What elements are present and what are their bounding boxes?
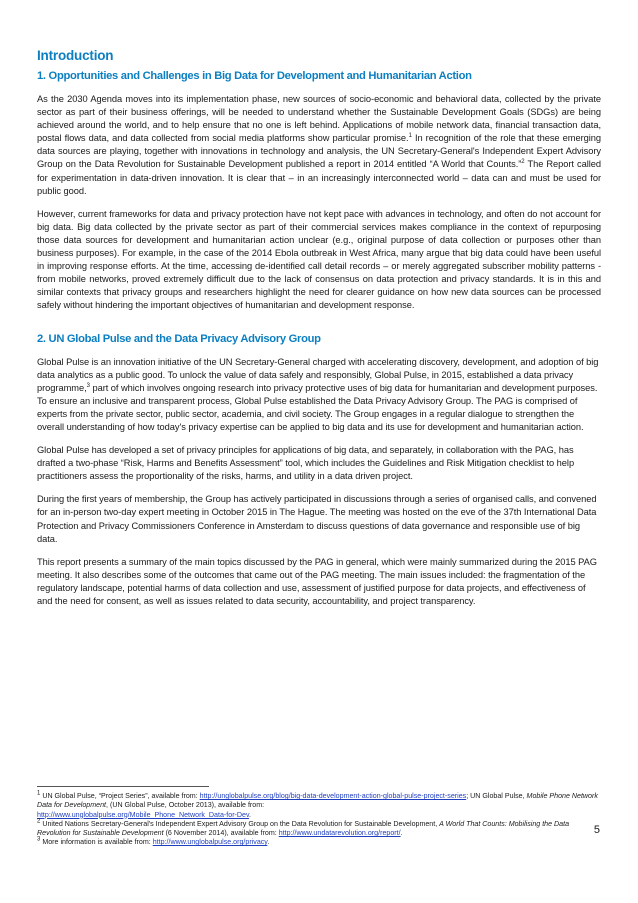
- page-number: 5: [593, 824, 600, 836]
- heading-introduction: Introduction: [37, 48, 114, 63]
- footnotes: [37, 792, 601, 848]
- footnote-ref-1[interactable]: 1: [408, 133, 412, 140]
- section-2-paragraph-4: This report presents a summary of the main topics discussed by the PAG in general, which were mainly summarized during the 2015 PAG meeting. It also describes some of the outcomes that came out of the PAG meeting. The main issues included: the fragmentation of the regulatory landscape, potential harms of data collection and use, assessment of justified purpose for data projects, and effectiveness of and the need for consent, as well as issues related to data security, accountability, and project transparency.: [37, 556, 597, 606]
- section-2-paragraph-3: During the first years of membership, the Group has actively participated in discussions through a series of organised calls, and convened for an in-person two-day expert meeting in October 2015 in The Hague. The meeting was hosted on the eve of the 37th International Data Protection and Privacy Commissioners Conference in Amsterdam to discuss questions of data governance and responsible use of big data.: [37, 494, 597, 544]
- section-1-title: 1. Opportunities and Challenges in Big Data for Development and Humanitarian Action: [37, 70, 472, 82]
- footnote-ref-3[interactable]: 3: [86, 382, 90, 389]
- footnote-1: $^1$ UN Global Pulse, “Project Series”, available from: http://unglobalpulse.org/blog/big-data-development-action-global-pulse-project-series; UN Global Pulse, Mobile Phone Network Data for Development, (UN Global Pulse, October 2013), available from: http://www.unglobalpulse.org/Mobile_Phone_Network_Data-for-Dev.: [37, 790, 598, 819]
- footnote-2-link-report[interactable]: http://www.undatarevolution.org/report/: [278, 829, 401, 838]
- footnote-2: $^2$ United Nations Secretary-General's Independent Expert Advisory Group on the Data Revolution for Sustainable Development, A World That Counts: Mobilising the Data Revolution for Sustainable Development (6 November 2014), available from: http://www.undatarevolution.org/report/.: [37, 818, 570, 838]
- section-1-paragraph-2: However, current frameworks for data and privacy protection have not kept pace with advances in technology, and often do not account for big data. Big data collected by the private sector as part of their commercial services makes compliance in the context of repurposing those data sources for development and humanitarian action unclear (e.g., original purpose of data collection or purposes other than business purposes). For example, in the case of the 2014 Ebola outbreak in West Africa, many argue that big data could have been useful in improving response efforts. At the time, accessing de-identified call detail records – or merely aggregated subscriber mobility patterns - from mobile networks, proved extremely difficult due to the lack of consensus on data protection and privacy standards. It is in this and similar contexts that privacy groups and researchers highlight the need for clearer guidance on how new data sources can be processed safely without hindering the important objectives of humanitarian and development response.: [37, 208, 601, 311]
- page-body: [37, 48, 601, 618]
- footnote-1-link-mobile-phone[interactable]: http://www.unglobalpulse.org/Mobile_Phone_Network_Data-for-Dev: [37, 810, 250, 819]
- section-2-title: 2. UN Global Pulse and the Data Privacy Advisory Group: [37, 332, 321, 345]
- footnote-3: $^3$ More information is available from: http://www.unglobalpulse.org/privacy.: [37, 837, 270, 847]
- footnote-3-link-privacy[interactable]: http://www.unglobalpulse.org/privacy: [152, 838, 268, 847]
- footnote-ref-2[interactable]: 2: [521, 159, 525, 166]
- section-2-paragraph-2: Global Pulse has developed a set of privacy principles for applications of big data, and separately, in collaboration with the PAG, has drafted a two-phase “Risk, Harms and Benefits Assessment” tool, which includes the Guidelines and Risk Mitigation checklist to help practitioners assess the proportionality of the risks, harms, and utility in a data driven project.: [37, 445, 575, 482]
- footnote-1-link-project-series[interactable]: http://unglobalpulse.org/blog/big-data-development-action-global-pulse-project-series: [199, 792, 467, 800]
- section-1-paragraph-1: As the 2030 Agenda moves into its implementation phase, new sources of socio-economic and behavioral data, collected by the private sector as part of their business offerings, will be needed to understand whether the Sustainable Development Goals (SDGs) are being achieved around the world, and to help ensure that no one is left behind. Applications of mobile network data, financial transaction data, postal flows data, and data collected from social media platforms show particular promise.$^1$ In recognition of the role that these emerging data sources are playing, together with innovations in technology and analysis, the UN Secretary-General's Independent Expert Advisory Group on the Data Revolution for Sustainable Development published a report in 2014 entitled “A World that Counts.”$^2$ The Report called for experimentation in data-driven innovation. It is clear that – in an increasingly interconnected world – data can and must be used for public good.: [37, 94, 601, 196]
- section-2-paragraph-1: Global Pulse is an innovation initiative of the UN Secretary-General charged with accelerating discovery, development, and adoption of big data analytics as a public good. To unlock the value of data safely and responsibly, Global Pulse, in 2015, established a data privacy programme,$^3$ part of which involves ongoing research into privacy protective uses of big data for humanitarian and development purposes. To ensure an inclusive and transparent process, Global Pulse established the Data Privacy Advisory Group. The PAG is comprised of experts from the private sector, public sector, academia, and civil society. The Group engages in a regular dialogue to strengthen the overall understanding of how today's privacy expertise can be applied to big data and its use for development and humanitarian action.: [37, 356, 599, 432]
- footnote-divider: [37, 786, 209, 787]
